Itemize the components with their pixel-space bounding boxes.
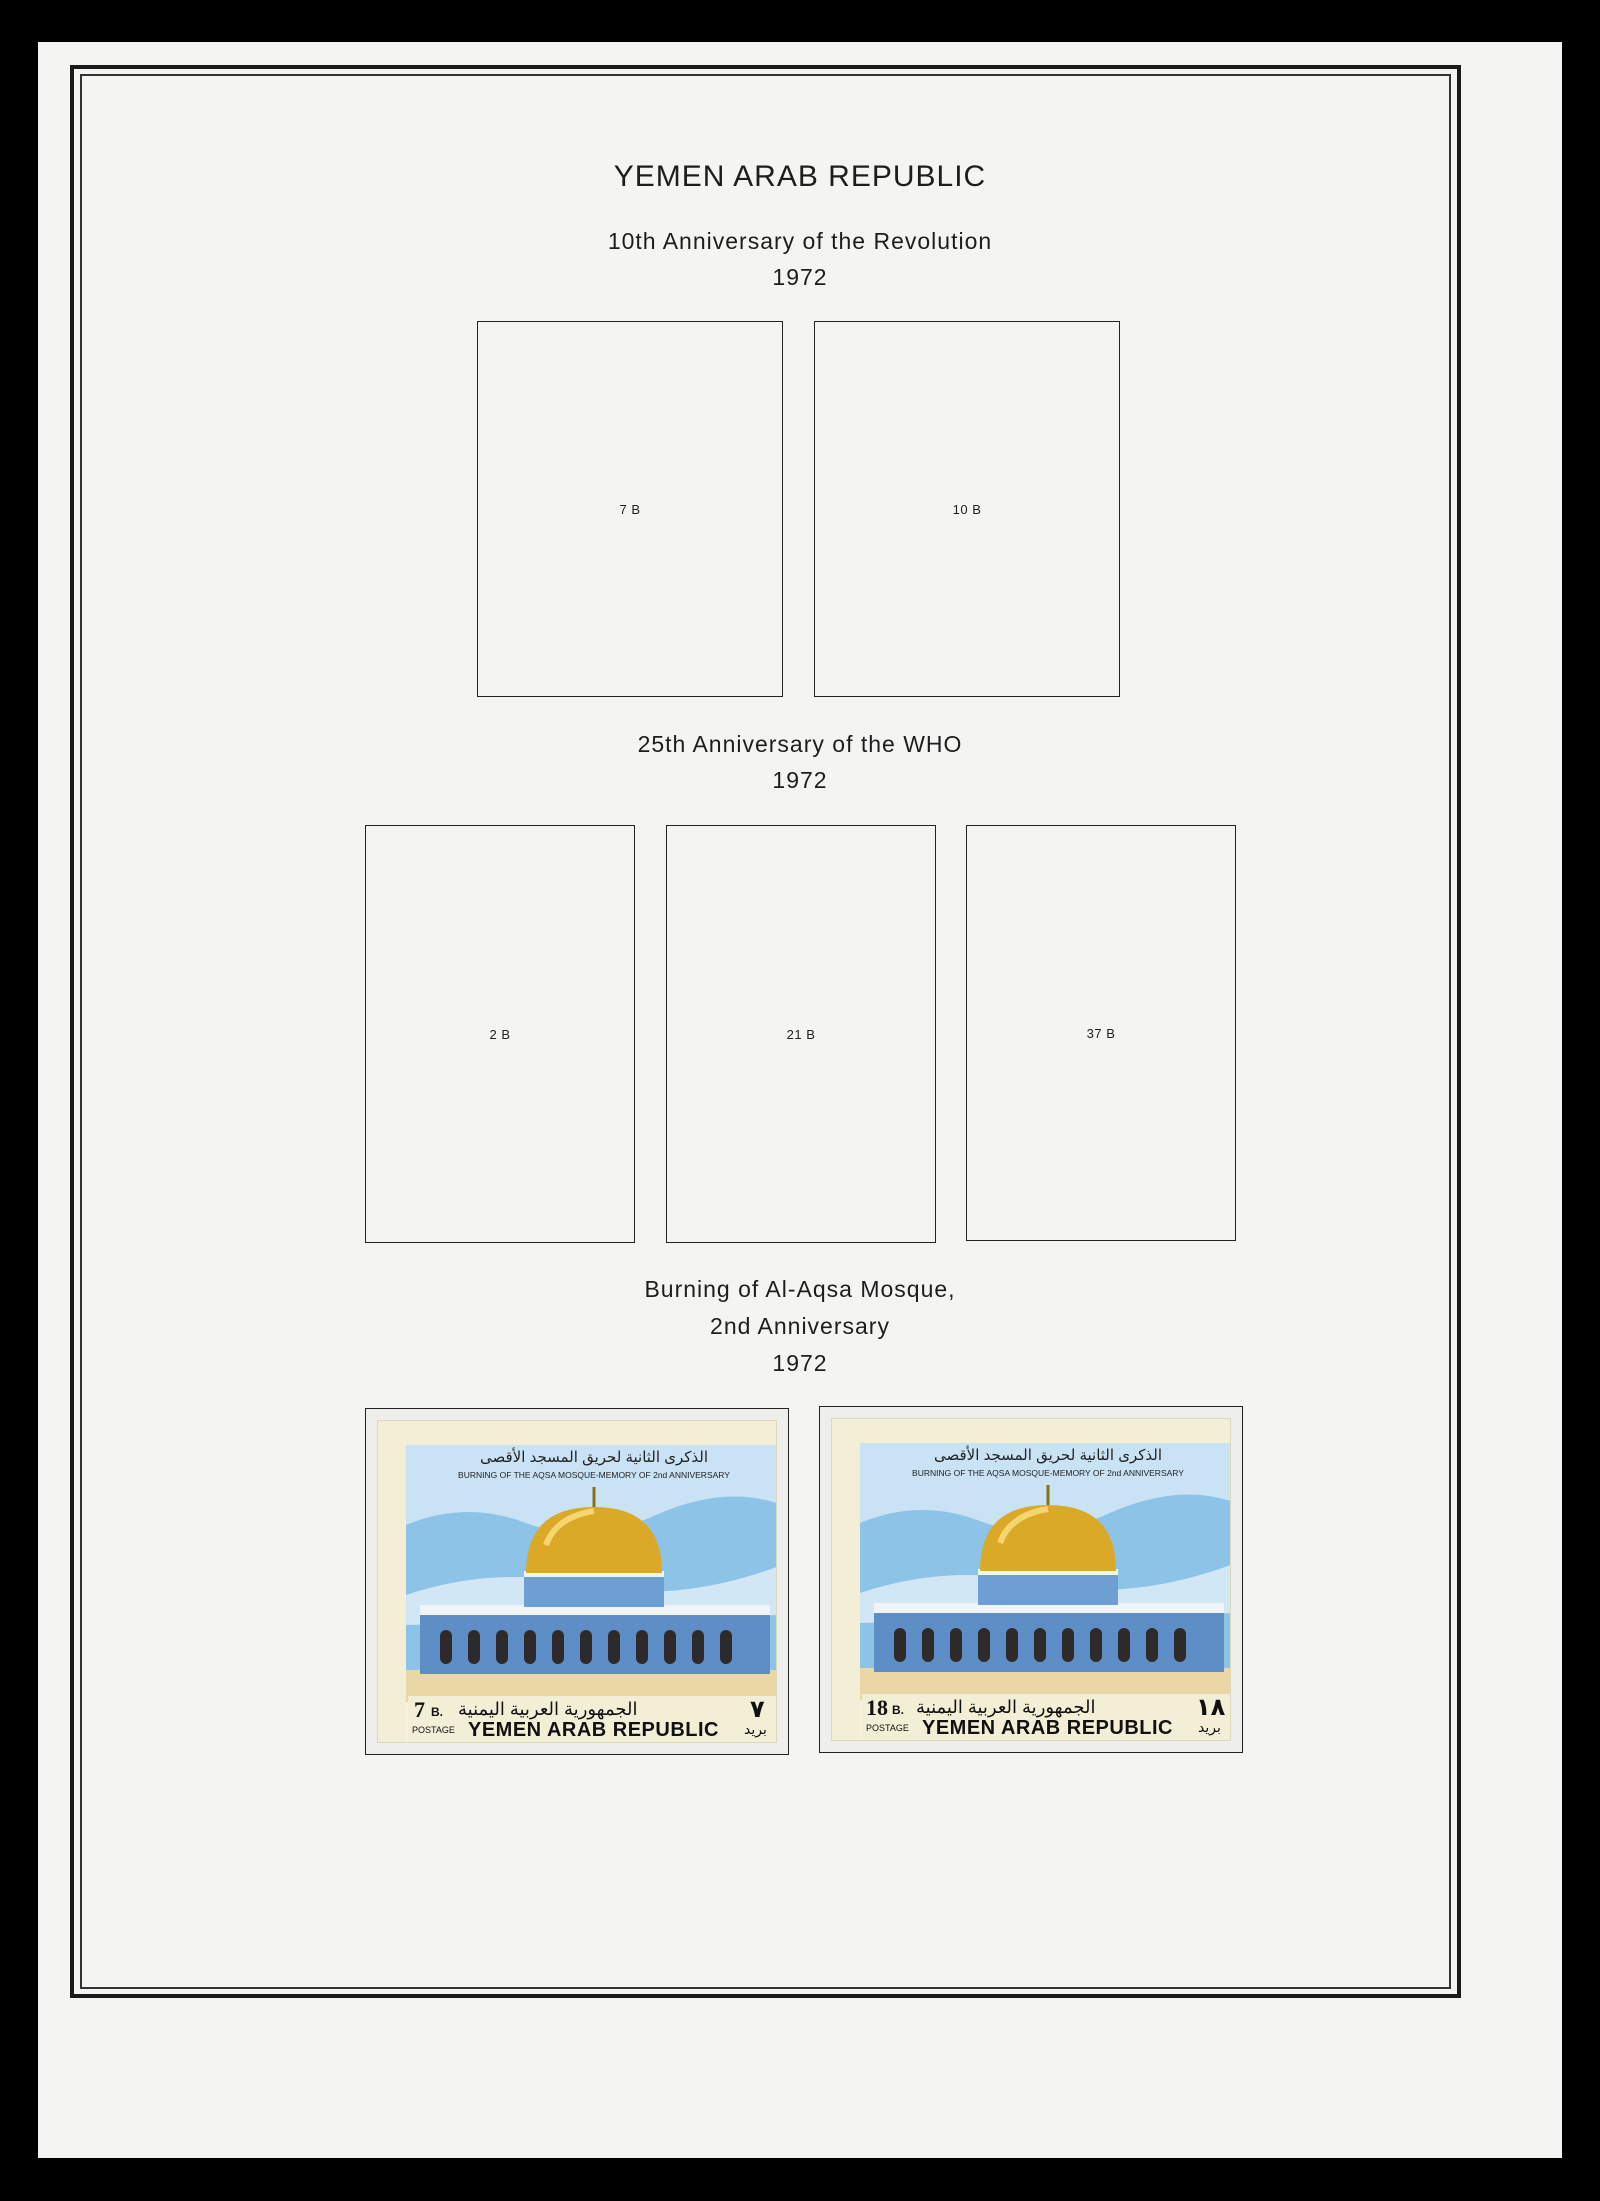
stamp-arabic-country: الجمهورية العربية اليمنية: [458, 1699, 638, 1719]
stamp-arabic-postage: بريد: [1198, 1719, 1221, 1735]
section-subtitle-aqsa: 2nd Anniversary: [710, 1313, 890, 1339]
stamp-caption: BURNING OF THE AQSA MOSQUE-MEMORY OF 2nd ANNIVERSARY: [458, 1470, 730, 1480]
stamp-postage-label: POSTAGE: [412, 1725, 455, 1735]
section-title-aqsa: Burning of Al-Aqsa Mosque,: [644, 1276, 956, 1302]
section-year-revolution: 1972: [772, 264, 828, 290]
slot-value-label: 7 B: [619, 501, 641, 517]
section-year-aqsa: 1972: [772, 1350, 828, 1376]
slot-value-label: 2 B: [489, 1026, 511, 1042]
stamp-slot: [365, 825, 635, 1243]
stamp-slot: [477, 321, 783, 697]
stamp-slot: [666, 825, 936, 1243]
slot-value-label: 10 B: [952, 501, 982, 517]
section-title-revolution: 10th Anniversary of the Revolution: [607, 228, 993, 254]
stamp-caption: BURNING OF THE AQSA MOSQUE-MEMORY OF 2nd ANNIVERSARY: [912, 1468, 1184, 1478]
stamp-mount: [365, 1408, 789, 1755]
stamp-arabic-value: ٧: [750, 1696, 765, 1723]
stamp-arabic-country: الجمهورية العربية اليمنية: [916, 1697, 1096, 1717]
stamp-arabic-postage: بريد: [744, 1721, 767, 1737]
slot-value-label: 21 B: [786, 1026, 816, 1042]
stamp-arabic-caption: الذكرى الثانية لحريق المسجد الأقصى: [480, 1449, 708, 1466]
stamp-value: 7: [414, 1697, 425, 1722]
stamp-postage-label: POSTAGE: [866, 1723, 909, 1733]
stamp: [378, 1421, 776, 1742]
stamp-country: YEMEN ARAB REPUBLIC: [468, 1719, 719, 1741]
stamp-currency: B.: [431, 1705, 443, 1719]
section-year-who: 1972: [772, 767, 828, 793]
page-title: YEMEN ARAB REPUBLIC: [613, 160, 987, 193]
stamp-arabic-caption: الذكرى الثانية لحريق المسجد الأقصى: [934, 1447, 1162, 1464]
stamp-country: YEMEN ARAB REPUBLIC: [922, 1717, 1173, 1739]
stamp-value: 18: [866, 1695, 888, 1720]
stamp-mount: [819, 1406, 1243, 1753]
stamp: [832, 1419, 1230, 1740]
stamp-slot: [966, 825, 1236, 1241]
stamp-arabic-value: ١٨: [1196, 1694, 1226, 1721]
stamp-slot: [814, 321, 1120, 697]
stamp-currency: B.: [892, 1703, 904, 1717]
slot-value-label: 37 B: [1086, 1025, 1116, 1041]
section-title-who: 25th Anniversary of the WHO: [637, 731, 963, 757]
